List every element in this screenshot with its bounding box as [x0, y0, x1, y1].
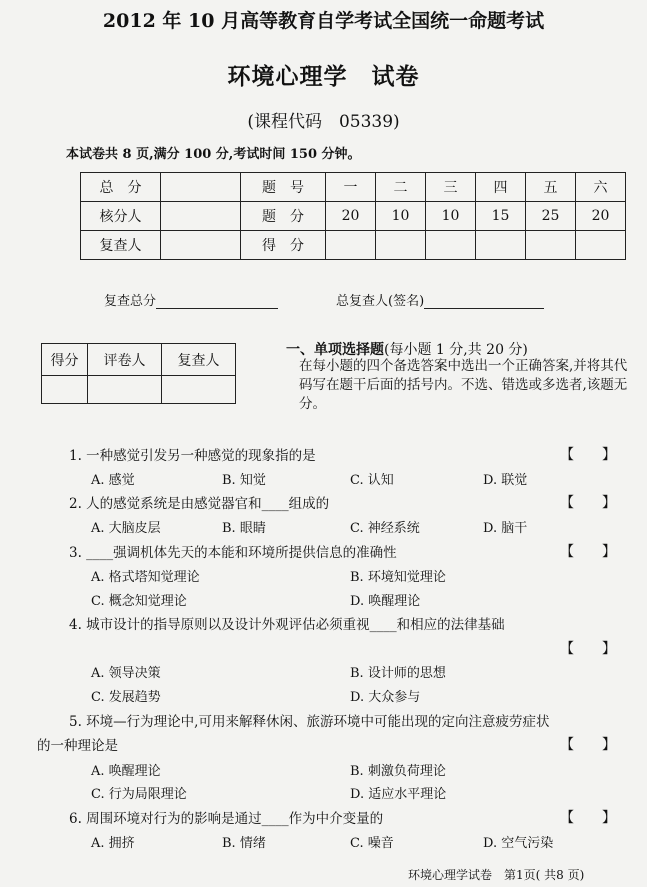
section-number: 三 [426, 173, 476, 202]
option: D. 唤醒理论 [350, 594, 421, 609]
question-stem: 6. 周围环境对行为的影响是通过____作为中介变量的 [69, 811, 384, 827]
section-title [286, 339, 528, 359]
total-label: 总 分 [81, 173, 161, 202]
exam-title: 2012 年 10 月高等教育自学考试全国统一命题考试 [102, 10, 545, 32]
option: B. 设计师的思想 [350, 666, 446, 681]
option: B. 眼睛 [222, 521, 266, 536]
option: C. 噪音 [350, 836, 394, 851]
exam-info: 本试卷共 8 页,满分 100 分,考试时间 150 分钟。 [66, 147, 361, 162]
section-points: 10 [426, 202, 476, 231]
score-table [80, 172, 626, 260]
review-total-label: 复查总分 [104, 294, 157, 309]
section-number: 六 [576, 173, 626, 202]
option: C. 概念知觉理论 [91, 594, 187, 609]
section-points: 20 [576, 202, 626, 231]
option: D. 大众参与 [350, 690, 421, 705]
option: B. 知觉 [222, 473, 266, 488]
section-instruction: 在每小题的四个备选答案中选出一个正确答案,并将其代码写在题干后面的括号内。不选、错选或多选者,该题无分。 [299, 358, 628, 412]
question-stem: 5. 环境—行为理论中,可用来解释休闲、旅游环境中可能出现的定向注意疲劳症状 [69, 714, 550, 730]
section-number-label: 题 号 [241, 173, 326, 202]
section-number: 二 [376, 173, 426, 202]
option: C. 神经系统 [350, 521, 420, 536]
question-stem: 4. 城市设计的指导原则以及设计外观评估必须重视____和相应的法律基础 [69, 617, 505, 633]
option: A. 大脑皮层 [91, 521, 161, 536]
option: D. 联觉 [483, 473, 528, 488]
option: A. 唤醒理论 [91, 764, 161, 779]
grader-table [41, 343, 236, 404]
option: C. 发展趋势 [91, 690, 161, 705]
section-points: 15 [476, 202, 526, 231]
section-score-label: 题 分 [241, 202, 326, 231]
section-points: 10 [376, 202, 426, 231]
answer-bracket: 【 】 [560, 737, 616, 753]
option: B. 情绪 [222, 836, 266, 851]
option: D. 空气污染 [483, 836, 554, 851]
option: C. 认知 [350, 473, 394, 488]
question-stem: 1. 一种感觉引发另一种感觉的现象指的是 [69, 448, 316, 464]
grader-score-label: 得分 [42, 344, 88, 376]
answer-bracket: 【 】 [560, 641, 616, 657]
answer-bracket: 【 】 [560, 447, 616, 463]
answer-bracket: 【 】 [560, 495, 616, 511]
option: D. 适应水平理论 [350, 787, 447, 802]
option: B. 刺激负荷理论 [350, 764, 446, 779]
section-points: 20 [326, 202, 376, 231]
option: A. 格式塔知觉理论 [91, 570, 200, 585]
got-score-label: 得 分 [241, 231, 326, 260]
grader-label: 评卷人 [88, 344, 162, 376]
question-stem-continued: 的一种理论是 [37, 738, 118, 754]
section-title-bold: 一、单项选择题 [286, 342, 384, 358]
question-stem: 2. 人的感觉系统是由感觉器官和____组成的 [69, 496, 330, 512]
option: A. 领导决策 [91, 666, 161, 681]
subject-title: 环境心理学 试卷 [227, 63, 420, 90]
checker-label: 核分人 [81, 202, 161, 231]
answer-bracket: 【 】 [560, 544, 616, 560]
section-number: 五 [526, 173, 576, 202]
review-sign-label: 总复查人(签名) [336, 294, 425, 309]
section-title-rest: (每小题 1 分,共 20 分) [384, 342, 528, 358]
course-code: (课程代码 05339) [247, 112, 400, 132]
review-sign-line [336, 290, 544, 309]
reviewer-label: 复查人 [81, 231, 161, 260]
grader-reviewer-label: 复查人 [162, 344, 236, 376]
question-stem: 3. ____强调机体先天的本能和环境所提供信息的准确性 [69, 545, 397, 561]
section-points: 25 [526, 202, 576, 231]
answer-bracket: 【 】 [560, 810, 616, 826]
option: B. 环境知觉理论 [350, 570, 446, 585]
option: A. 拥挤 [91, 836, 135, 851]
section-number: 四 [476, 173, 526, 202]
option: A. 感觉 [91, 473, 135, 488]
option: C. 行为局限理论 [91, 787, 187, 802]
page-footer: 环境心理学试卷 第1页( 共8 页) [408, 868, 585, 882]
section-number: 一 [326, 173, 376, 202]
option: D. 脑干 [483, 521, 528, 536]
review-total-line [104, 290, 278, 309]
